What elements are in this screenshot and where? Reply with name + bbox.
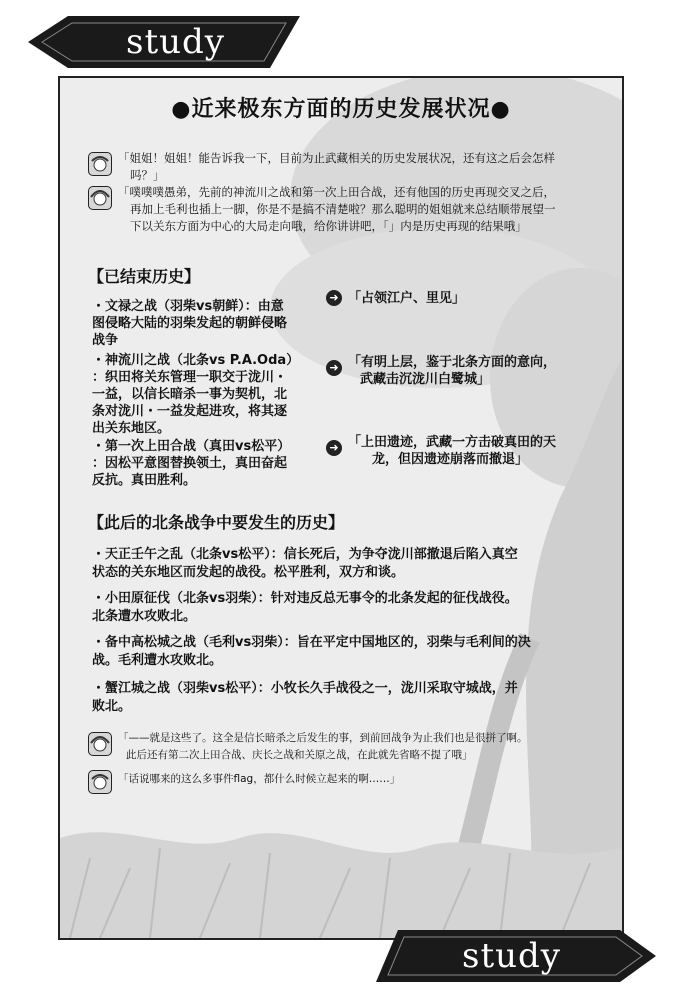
event-line: ・备中高松城之战（毛利vs羽柴）：旨在平定中国地区的，羽柴与毛利间的决 <box>92 635 531 650</box>
result-line: 「有明上层，鉴于北条方面的意向， <box>348 355 557 370</box>
character-avatar-icon <box>88 732 112 756</box>
upcoming-event-item <box>92 590 592 626</box>
dialogue-line: 「姐姐！姐姐！能告诉我一下，目前为止武藏相关的历史发展状况，还有这之后会怎样 <box>118 151 555 165</box>
event-line: 战。毛利遭水攻败北。 <box>92 653 223 668</box>
event-line: ：织田将关东管理一职交于泷川・ <box>92 370 288 385</box>
section-heading-finished-history: 【已结束历史】 <box>88 267 201 286</box>
upcoming-event-item <box>92 546 592 582</box>
event-line: ・蟹江城之战（羽柴vs松平）：小牧长久手战役之一，泷川采取守城战，并 <box>92 681 518 696</box>
character-avatar-icon <box>88 152 112 176</box>
page-title: ●近来极东方面的历史发展状况● <box>171 97 511 122</box>
dialogue-line: 此后还有第二次上田合战、庆长之战和关原之战，在此就先省略不提了哦」 <box>126 749 473 761</box>
dialogue-line: 再加上毛利也插上一脚，你是不是搞不清楚啦？那么聪明的姐姐就来总结顺带展望一 <box>130 202 556 216</box>
section-heading-upcoming-history: 【此后的北条战争中要发生的历史】 <box>88 513 345 532</box>
event-line: 战争 <box>92 333 119 348</box>
dialogue-line: 吗？」 <box>130 168 165 182</box>
event-line: 图侵略大陆的羽柴发起的朝鲜侵略 <box>92 316 288 331</box>
event-line: ・神流川之战（北条vs P.A.Oda） <box>92 353 300 368</box>
event-line: 出关东地区。 <box>92 421 171 436</box>
event-line: ・小田原征伐（北条vs羽柴）：针对违反总无事令的北条发起的征伐战役。 <box>92 591 518 606</box>
event-result <box>348 290 465 307</box>
result-line: 龙，但因遗迹崩落而撤退」 <box>372 452 529 467</box>
event-line: 败北。 <box>92 699 132 714</box>
event-line: 条对泷川・一益发起进攻，将其逐 <box>92 404 288 419</box>
upcoming-event-item <box>92 634 592 670</box>
event-line: ・第一次上田合战（真田vs松平） <box>92 439 291 454</box>
event-line: ・文禄之战（羽柴vs朝鲜）：由意 <box>92 299 284 314</box>
event-line: 一益，以信长暗杀一事为契机，北 <box>92 387 288 402</box>
dialogue-line: 「——就是这些了。这全是信长暗杀之后发生的事，到前回战争为止我们也是很拼了啊。 <box>118 732 528 744</box>
event-line: 北条遭水攻败北。 <box>92 609 197 624</box>
result-line: 「占领江户、里见」 <box>348 291 466 306</box>
dialogue-line: 「话说哪来的这么多事件flag，都什么时候立起来的啊……」 <box>118 773 401 785</box>
dialogue-line: 下以关东方面为中心的大局走向哦，给你讲讲吧，「」内是历史再现的结果哦」 <box>130 219 527 233</box>
content-frame <box>58 76 624 940</box>
character-avatar-icon <box>88 186 112 210</box>
result-line: 「上田遗迹，武藏一方击破真田的天 <box>348 435 557 450</box>
dialogue-line: 「噗噗噗愚弟，先前的神流川之战和第一次上田合战，还有他国的历史再现交叉之后， <box>118 185 555 199</box>
event-line: ・天正壬午之乱（北条vs松平）：信长死后，为争夺泷川部撤退后陷入真空 <box>92 547 518 562</box>
event-result <box>348 354 556 388</box>
footer-tab <box>370 926 660 986</box>
arrow-right-icon: ➜ <box>326 440 342 456</box>
event-result <box>348 434 556 468</box>
header-tab-label: study <box>126 22 225 62</box>
arrow-right-icon: ➜ <box>326 360 342 376</box>
result-line: 武藏击沉泷川白鹭城」 <box>360 372 491 387</box>
event-line: 状态的关东地区而发起的战役。松平胜利，双方和谈。 <box>92 565 405 580</box>
arrow-right-icon: ➜ <box>326 290 342 306</box>
footer-tab-label: study <box>462 936 561 976</box>
upcoming-event-item <box>92 680 592 716</box>
header-tab <box>28 12 308 72</box>
event-line: ：因松平意图替换领土，真田奋起 <box>92 456 288 471</box>
character-avatar-icon <box>88 770 112 794</box>
event-line: 反抗。真田胜利。 <box>92 473 197 488</box>
